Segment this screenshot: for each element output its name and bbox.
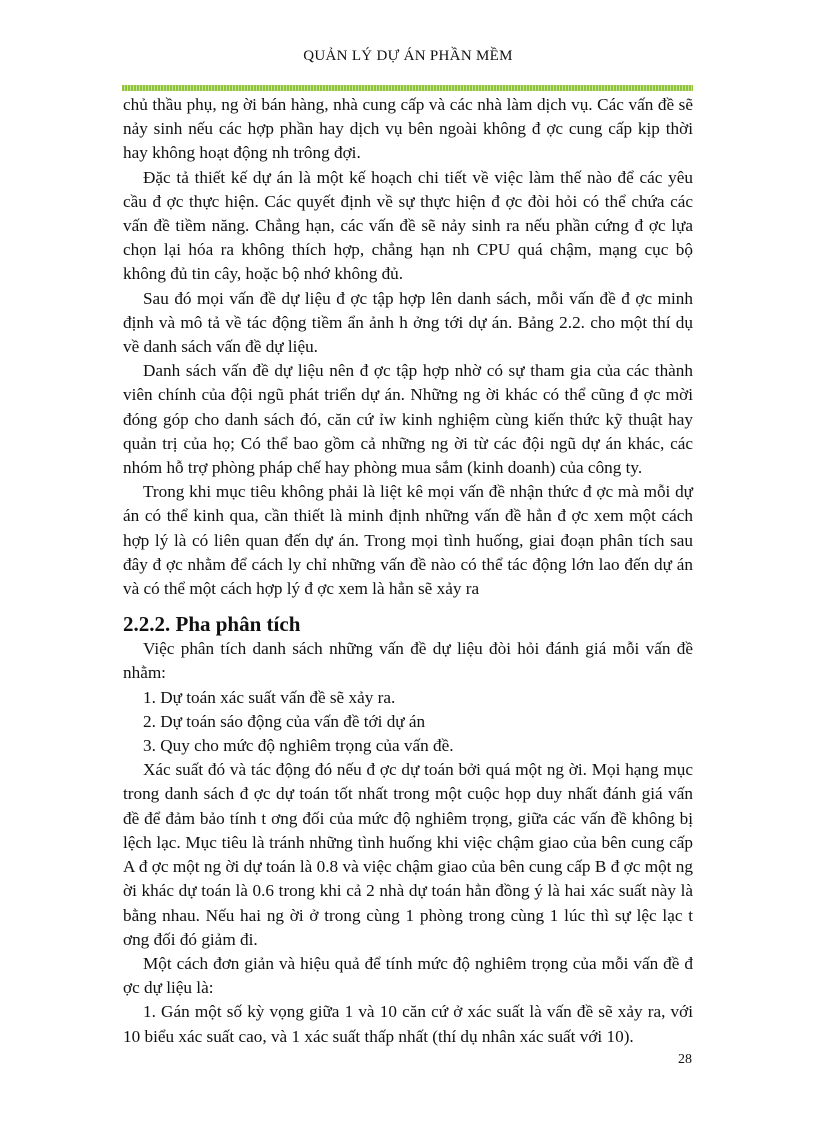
list-item: 1. Gán một số kỳ vọng giữa 1 và 10 căn cứ ở xác suất là vấn đề sẽ xảy ra, với 10 biểu xác suất cao, và 1 xác suất thấp nhất (thí dụ nhân xác suất với 10). [123, 1002, 693, 1046]
list-item: 3. Quy cho mức độ nghiêm trọng của vấn đề. [143, 736, 454, 756]
paragraph: Xác suất đó và tác động đó nếu đ ợc dự toán bởi quá một ng ời. Mọi hạng mục trong danh sách đ ợc dự toán tốt nhất trong một cuộc họp duy nhất đánh giá vấn đề để đảm bảo tính t ơng đối của mức độ nghiêm trọng, giữa các vấn đề không bị lệch lạc. Mục tiêu là tránh những tình huống khi việc chậm giao của bên cung cấp A đ ợc một ng ời dự toán là 0.8 và việc chậm giao của bên cung cấp B đ ợc một ng ời khác dự toán là 0.6 trong khi cả 2 nhà dự toán hẳn đồng ý là hai xác suất này là bằng nhau. Nếu hai ng ời ở trong cùng 1 phòng trong cùng 1 lúc thì sự lệc lạc t ơng đối đó giảm đi. [123, 760, 693, 949]
paragraph: Sau đó mọi vấn đề dự liệu đ ợc tập hợp lên danh sách, mỗi vấn đề đ ợc minh định và mô tả về tác động tiềm ẩn ảnh h ởng tới dự án. Bảng 2.2. cho một thí dụ về danh sách vấn đề dự liệu. [123, 288, 693, 357]
paragraph: Đặc tả thiết kế dự án là một kế hoạch chi tiết về việc làm thế nào để các yêu cầu đ ợc thực hiện. Các quyết định về sự thực hiện đ ợc đòi hỏi có thể chứa các vấn đề tiềm năng. Chẳng hạn, các vấn đề sẽ nảy sinh ra nếu phần cứng đ ợc lựa chọn lại hóa ra không thích hợp, chẳng hạn nh CPU quá chậm, mạng cục bộ không đủ tin cây, hoặc bộ nhớ không đủ. [123, 167, 693, 284]
paragraph: Việc phân tích danh sách những vấn đề dự liệu đòi hỏi đánh giá mỗi vấn đề nhằm: [123, 639, 693, 683]
paragraph: Danh sách vấn đề dự liệu nên đ ợc tập hợp nhờ có sự tham gia của các thành viên chính của đội ngũ phát triển dự án. Những ng ời khác có thể cũng đ ợc mời đóng góp cho danh sách đó, căn cứ ỉw kinh nghiệm cùng kiến thức kỹ thuật hay quản trị của họ; Có thể bao gồm cả những ng ời từ các đội ngũ dự án khác, các nhóm hỗ trợ phòng pháp chế hay phòng mua sắm (kinh doanh) của công ty. [123, 361, 693, 478]
paragraph: Trong khi mục tiêu không phải là liệt kê mọi vấn đề nhận thức đ ợc mà mỗi dự án có thể kinh qua, cần thiết là minh định những vấn đề hẳn đ ợc xem một cách hợp lý là có liên quan đến dự án. Trong mọi tình huống, giai đoạn phân tích sau đây đ ợc nhằm để cách ly chỉ những vấn đề nào có thể tác động lớn lao đến dự án và có thể một cách hợp lý đ ợc xem là hẳn sẽ xảy ra [123, 482, 693, 599]
paragraph: chủ thầu phụ, ng ời bán hàng, nhà cung cấp và các nhà làm dịch vụ. Các vấn đề sẽ nảy sinh nếu các hợp phần hay dịch vụ bên ngoài không đ ợc cung cấp kịp thời hay không hoạt động nh trông đợi. [123, 95, 693, 163]
list-item: 1. Dự toán xác suất vấn đề sẽ xảy ra. [143, 687, 396, 707]
page-number: 28 [678, 1052, 692, 1067]
section-heading: 2.2.2. Pha phân tích [123, 612, 301, 637]
document-body [123, 93, 693, 1049]
paragraph: Một cách đơn giản và hiệu quả để tính mức độ nghiêm trọng của mỗi vấn đề đ ợc dự liệu là: [123, 953, 693, 998]
page-header: QUẢN LÝ DỰ ÁN PHẦN MỀM [303, 48, 513, 64]
list-item: 2. Dự toán sáo động của vấn đề tới dự án [143, 711, 426, 731]
header-rule [122, 85, 693, 91]
